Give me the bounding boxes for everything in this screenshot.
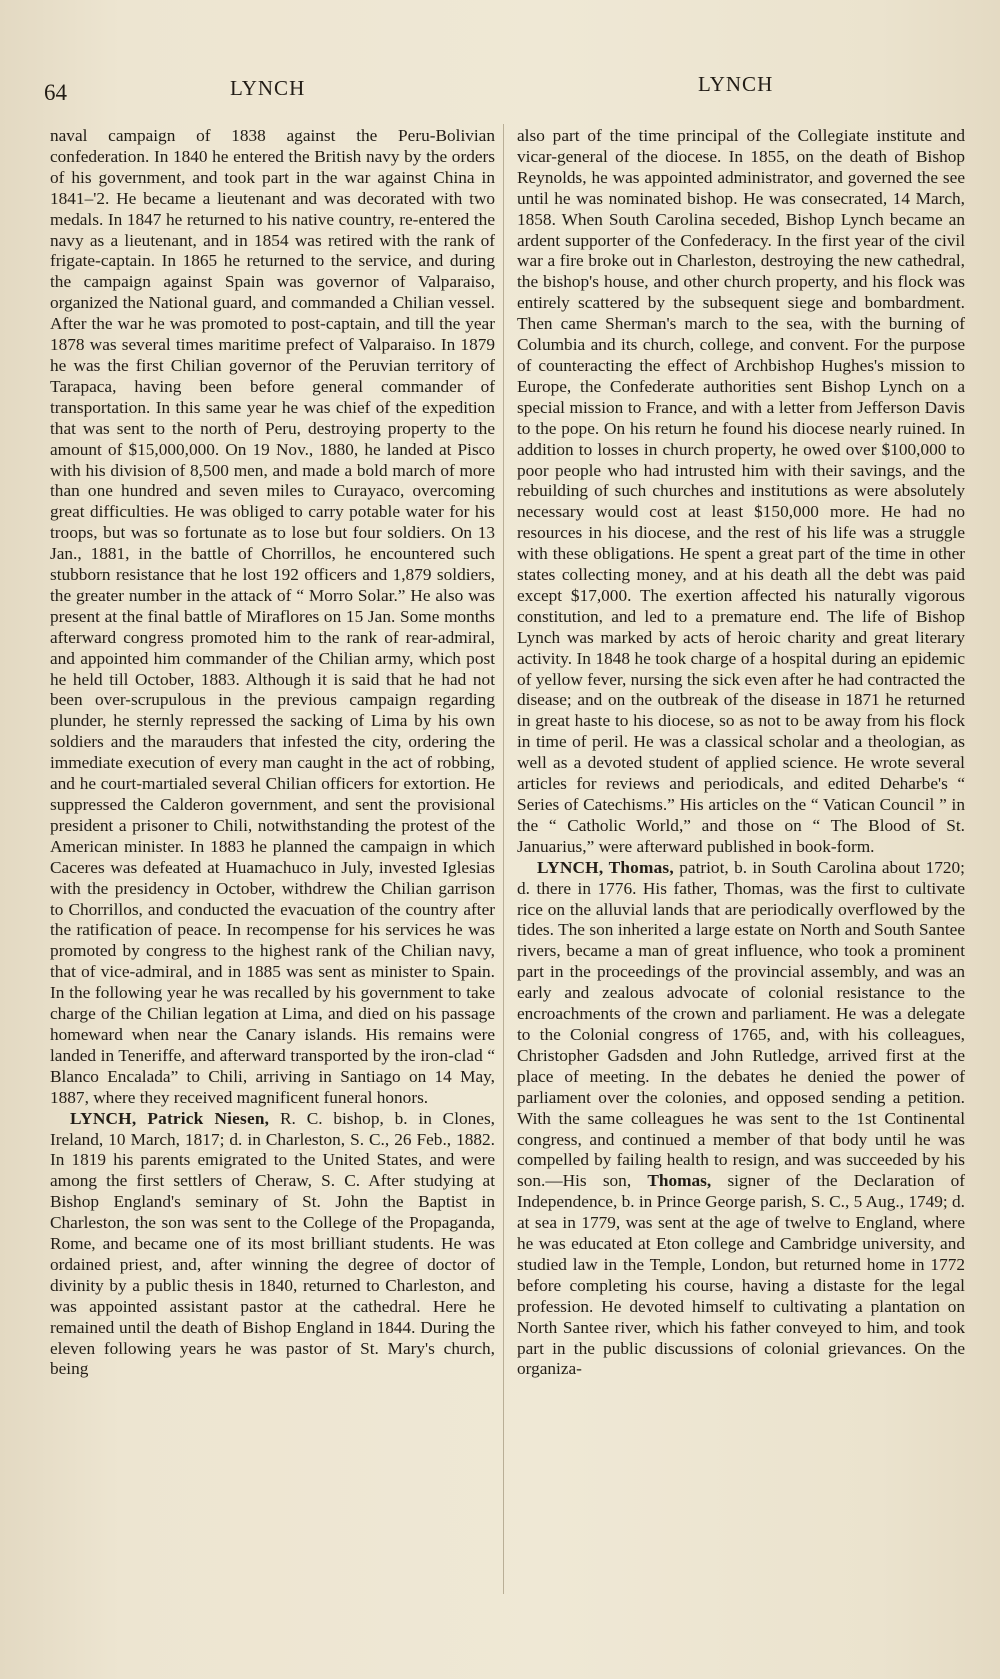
running-head-right: LYNCH [698, 72, 774, 96]
entry-thomas-lynch [517, 858, 965, 1381]
left-column [50, 126, 495, 1380]
page-header [0, 70, 1000, 106]
entry-heading: LYNCH, Patrick Niesen, [70, 1108, 270, 1128]
page-number: 64 [44, 80, 67, 105]
entry-heading: LYNCH, Thomas, [537, 857, 674, 877]
entry-body: patriot, b. in South Carolina about 1720; d. there in 1776. His father, Thomas, was the first to cultivate rice on the alluvial lands that are periodically overflowed by the tides. The son inherited a large estate on North and South Santee rivers, became a man of great influence, who took a prominent part in the proceedings of the provincial assembly, and was an early and zealous advocate of colonial resistance to the encroachments of the crown and parliament. He was a delegate to the Colonial congress of 1765, and, with his colleagues, Christopher Gadsden and John Rutledge, arrived first at the place of meeting. In the debates he denied the power of parliament over the colonies, and opposed sending a petition. With the same colleagues he was sent to the 1st Continental congress, and continued a member of that body until he was compelled by failing health to resign, and was succeeded by his son.—His son, [517, 857, 965, 1191]
entry-continuation-paragraph: naval campaign of 1838 against the Peru-Bolivian confederation. In 1840 he entered the British navy by the orders of his government, and took part in the war against China in 1841–'2. He became a lieutenant and was decorated with two medals. In 1847 he returned to his native country, re-entered the navy as a lieutenant, and in 1854 was retired with the rank of frigate-captain. In 1865 he returned to the service, and during the campaign against Spain was governor of Valparaiso, organized the National guard, and commanded a Chilian vessel. After the war he was promoted to post-captain, and till the year 1878 was several times maritime prefect of Valparaiso. In 1879 he was the first Chilian governor of the Peruvian territory of Tarapaca, having been before general commander of transportation. In this same year he was chief of the expedition that was sent to the north of Peru, destroying property to the amount of $15,000,000. On 19 Nov., 1880, he landed at Pisco with his division of 8,500 men, and made a bold march of more than one hundred and seven miles to Curayaco, overcoming great difficulties. He was obliged to carry potable water for his troops, but was so fortunate as to lose but four soldiers. On 13 Jan., 1881, in the battle of Chorrillos, he encountered such stubborn resistance that he lost 192 officers and 1,879 soldiers, the greater number in the attack of “ Morro Solar.” He also was present at the final battle of Miraflores on 15 Jan. Some months afterward congress promoted him to the rank of rear-admiral, and appointed him commander of the Chilian army, which post he held till October, 1883. Although it is said that he had not been over-scrupulous in the previous campaign regarding plunder, he sternly repressed the sacking of Lima by his own soldiers and the marauders that infested the city, ordering the immediate execution of every man caught in the act of robbing, and he court-martialed several Chilian officers for extortion. He suppressed the Calderon government, and sent the provisional president a prisoner to Chili, notwithstanding the protest of the American minister. In 1883 he planned the campaign in which Caceres was defeated at Huamachuco in July, invested Iglesias with the presidency in October, withdrew the Chilian garrison to Chorrillos, and conducted the evacuation of the country after the ratification of peace. In recompense for his services he was promoted by congress to the highest rank of the Chilian navy, that of vice-admiral, and in 1885 was sent as minister to Spain. In the following year he was recalled by his government to take charge of the Chilian legation at Lima, and died on his passage homeward when near the Canary islands. His remains were landed in Teneriffe, and afterward transported by the iron-clad “ Blanco Encalada” to Chili, arriving in Santiago on 14 May, 1887, where they received magnificent funeral honors. [50, 126, 495, 1107]
right-column [517, 126, 965, 1380]
entry-continuation-paragraph: also part of the time principal of the Collegiate institute and vicar-general of the diocese. In 1855, on the death of Bishop Reynolds, he was appointed administrator, and governed the see until he was nominated bishop. He was consecrated, 14 March, 1858. When South Carolina seceded, Bishop Lynch became an ardent supporter of the Confederacy. In the first year of the civil war a fire broke out in Charleston, destroying the new cathedral, the bishop's house, and other church property, and his flock was entirely scattered by the subsequent siege and bombardment. Then came Sherman's march to the sea, with the burning of Columbia and its church, college, and convent. For the purpose of counteracting the effect of Archbishop Hughes's mission to Europe, the Confederate authorities sent Bishop Lynch on a special mission to France, and with a letter from Jefferson Davis to the pope. On his return he found his diocese nearly ruined. In addition to losses in church property, he owed over $100,000 to poor people who had intrusted him with their savings, and the rebuilding of such churches and institutions as were absolutely necessary would cost at least $150,000 more. He had no resources in his diocese, and the rest of his life was a struggle with these obligations. He spent a great part of the time in other states collecting money, and at his death all the debt was paid except $17,000. The exertion affected his naturally vigorous constitution, and led to a premature end. The life of Bishop Lynch was marked by acts of heroic charity and great literary activity. In 1848 he took charge of a hospital during an epidemic of yellow fever, nursing the sick even after he had contracted the disease; and on the outbreak of the disease in 1871 he returned in great haste to his diocese, so as not to be away from his flock in time of peril. He was a classical scholar and a theologian, as well as a devoted student of applied science. He wrote several articles for reviews and periodicals, and edited Deharbe's “ Series of Catechisms.” His articles on the “ Vatican Council ” in the “ Catholic World,” and those on “ The Blood of St. Januarius,” were afterward published in book-form. [517, 126, 965, 856]
running-head-left: LYNCH [230, 76, 306, 100]
inline-name-thomas: Thomas, [647, 1171, 712, 1191]
entry-patrick-niesen-lynch [50, 1109, 495, 1381]
entry-body-continued: signer of the Declaration of Independence, b. in Prince George parish, S. C., 5 Aug., 1749; d. at sea in 1779, was sent at the age of twelve to England, where he was educated at Eton college and Cambridge university, and studied law in the Temple, London, but returned home in 1772 before completing his course, having a distaste for the legal profession. He devoted himself to cultivating a plantation on North Santee river, which his father conveyed to him, and took part in the public discussions of colonial grievances. On the organiza- [517, 1171, 965, 1379]
entry-body: R. C. bishop, b. in Clones, Ireland, 10 March, 1817; d. in Charleston, S. C., 26 Feb., 1882. In 1819 his parents emigrated to the United States, and were among the first settlers of Cheraw, S. C. After studying at Bishop England's seminary of St. John the Baptist in Charleston, the son was sent to the College of the Propaganda, Rome, and became one of its most brilliant students. He was ordained priest, and, after winning the degree of doctor of divinity by a public thesis in 1840, returned to Charleston, and was appointed assistant pastor at the cathedral. Here he remained until the death of Bishop England in 1844. During the eleven following years he was pastor of St. Mary's church, being [50, 1108, 495, 1379]
column-divider [503, 124, 504, 1594]
